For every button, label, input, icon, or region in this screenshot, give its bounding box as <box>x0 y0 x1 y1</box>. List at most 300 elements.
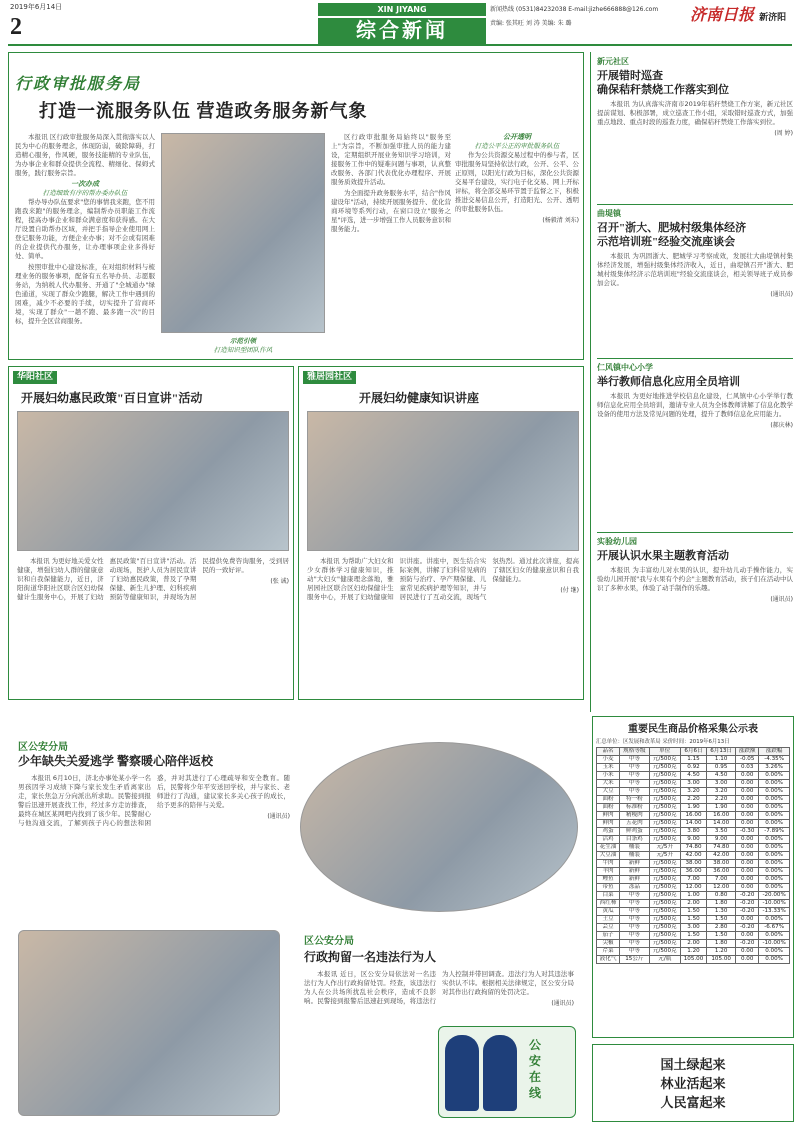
price-row <box>597 772 790 780</box>
price-cell: 尖椒 <box>597 940 620 948</box>
price-header-row <box>597 748 790 756</box>
price-cell: 1.90 <box>680 804 706 812</box>
price-cell: 面粉 <box>597 804 620 812</box>
qudi-body <box>597 252 793 334</box>
price-cell: 2.20 <box>680 796 706 804</box>
price-cell: 桶装 <box>620 844 650 852</box>
price-cell: -0.20 <box>736 892 759 900</box>
price-row <box>597 796 790 804</box>
price-cell: 1.50 <box>680 916 706 924</box>
price-cell: 1.00 <box>680 892 706 900</box>
price-cell: 1.50 <box>707 916 736 924</box>
police-officer-icon <box>445 1035 479 1111</box>
price-cell: 元/500克 <box>649 876 680 884</box>
price-cell: 冻品 <box>620 884 650 892</box>
price-cell: -13.33% <box>759 908 790 916</box>
price-cell: 1.15 <box>680 756 706 764</box>
price-cell: 0.00 <box>736 812 759 820</box>
price-cell: 鸡蛋 <box>597 828 620 836</box>
price-row <box>597 788 790 796</box>
price-cell: 花生油 <box>597 844 620 852</box>
price-header: 涨跌额 <box>736 748 759 756</box>
price-cell: -0.30 <box>736 828 759 836</box>
price-cell: 4.50 <box>680 772 706 780</box>
price-cell: 2.00 <box>680 900 706 908</box>
story-police-1 <box>8 734 584 924</box>
price-cell: 中等 <box>620 916 650 924</box>
police2-headline: 行政拘留一名违法行为人 <box>304 950 437 964</box>
price-cell: 0.00 <box>736 772 759 780</box>
lead-body-6: 作为公共资源交易过程中的参与者，区审批服务局坚持依法行政，公开、公平、公正原则，以阳光行政为目标，深化公共资源交易平台建设，实行电子化交易、网上开标评标，将全部交易环节置于监督之下，积极推进交易信息公开，打造阳光、公开、透明的审批服务队伍。 <box>455 151 579 213</box>
price-cell: 标准粉 <box>620 804 650 812</box>
renfeng-byline: (郝庆林) <box>770 422 793 429</box>
lead-body-4: 区行政审批服务局始终以"服务至上"为宗旨，不断加强审批人员的能力建设，定期组织开展业务知识学习培训，对接服务工作中的疑难问题与事项，认真整改服务、各部门代表优化办理程序、开展服务质效提升活动。 <box>331 133 451 186</box>
renfeng-tag: 仁风镇中心小学 <box>597 363 653 372</box>
price-cell: 0.00 <box>736 860 759 868</box>
price-cell: 元/500克 <box>649 868 680 876</box>
lead-body-2: 帮办导办队伍要求"您的事情我来跑，您不用跑我来跑"的服务理念，编制帮办员职能工作流程，提高办事企业和群众满意度和获得感。在大厅设置自助帮办区域，并把手指导企业使用网上登记服务功能，方便企业办事；对不会或有困难的企业提供代办服务，让办理事项企业多得好处、简单。 <box>15 198 155 260</box>
price-cell: 鲜肉 <box>597 820 620 828</box>
price-cell: 小米 <box>597 772 620 780</box>
lead-photo-caption-2: 打造知识型团队作风 <box>213 346 273 354</box>
price-cell: 4.50 <box>707 772 736 780</box>
price-row <box>597 844 790 852</box>
page-label: XIN JIYANG <box>318 3 486 16</box>
price-cell: 新鲜 <box>620 876 650 884</box>
police1-body <box>18 774 290 914</box>
price-cell: 元/500克 <box>649 772 680 780</box>
shiyan-body <box>597 566 793 686</box>
price-cell: 大豆油 <box>597 852 620 860</box>
price-cell: 0.00 <box>736 844 759 852</box>
masthead-rule <box>8 44 792 46</box>
lead-headline: 打造一流服务队伍 营造政务服务新气象 <box>39 101 368 121</box>
price-header: 规格等级 <box>620 748 650 756</box>
price-cell: 1.90 <box>707 804 736 812</box>
price-cell: -0.20 <box>736 940 759 948</box>
page-number: 2 <box>10 14 22 40</box>
price-row <box>597 852 790 860</box>
sidebar-item-qudi <box>597 204 793 354</box>
police-emblem-text: 公安在线 <box>529 1038 542 1100</box>
price-cell: 0.00 <box>736 916 759 924</box>
police1-photo <box>300 742 578 912</box>
price-cell: 0.00% <box>759 796 790 804</box>
lead-photo-caption-1: 示范引领 <box>230 337 256 345</box>
price-cell: 牛肉 <box>597 860 620 868</box>
section-title: 综合新闻 <box>318 18 486 44</box>
price-cell: -0.20 <box>736 924 759 932</box>
price-cell: 中等 <box>620 756 650 764</box>
sidebar-item-renfeng <box>597 358 793 528</box>
price-cell: 42.00 <box>707 852 736 860</box>
price-cell: 白条鸡 <box>620 836 650 844</box>
lead-col-3 <box>331 133 451 355</box>
price-cell: 元/500克 <box>649 884 680 892</box>
price-row <box>597 892 790 900</box>
price-cell: 0.00% <box>759 780 790 788</box>
lead-col-1 <box>15 133 155 355</box>
price-cell: 2.80 <box>707 924 736 932</box>
price-cell: 36.00 <box>707 868 736 876</box>
sidebar <box>590 52 794 712</box>
price-cell: 中等 <box>620 940 650 948</box>
price-cell: 元/5升 <box>649 852 680 860</box>
yajuyuan-tag: 雅居园社区 <box>303 371 356 384</box>
price-cell: 元/500克 <box>649 924 680 932</box>
price-table-box <box>592 716 794 1038</box>
lead-sub-1b: 打造细致有序的帮办委办队伍 <box>42 189 128 197</box>
price-cell: 16.00 <box>680 812 706 820</box>
price-cell: 0.80 <box>707 892 736 900</box>
price-cell: 桶装 <box>620 852 650 860</box>
price-cell: 中等 <box>620 764 650 772</box>
price-cell: -10.00% <box>759 900 790 908</box>
huayang-text: 本报讯 为更好地关爱女性健康，增强妇幼人群的健康意识和自我保健能力，近日，济阳街道华阳社区联合区妇幼保健计生服务中心，开展了妇幼惠民政策"百日宣讲"活动。活动现场，医护人员为居民宣讲了妇幼惠民政策，普及了孕期保健、新生儿护理、妇科疾病预防等健康知识，并现场为居民提供免费咨询服务，受到居民的一致好评。 <box>17 557 289 601</box>
price-cell: 中等 <box>620 900 650 908</box>
price-cell: 鲜肉 <box>597 812 620 820</box>
price-cell: 7.00 <box>680 876 706 884</box>
police1-text: 本报讯 6月10日，济北办事处某小学一名男孩因学习成绩下降与家长发生矛盾离家出走，家长焦急万分向派出所求助。民警接到报警后迅速开展查找工作，经过多方走访排查，最终在城区某网吧内找到了该少年。民警耐心与他沟通交流，了解到孩子内心的想法和困惑，并对其进行了心理疏导和安全教育。随后，民警将少年平安送回学校，并与家长、老师进行了沟通，建议家长多关心孩子的成长，给予更多的陪伴与关爱。 <box>18 774 290 827</box>
price-row <box>597 756 790 764</box>
price-cell: 1.50 <box>707 932 736 940</box>
price-cell: 黄瓜 <box>597 908 620 916</box>
price-cell: 2.00 <box>680 940 706 948</box>
price-cell: -0.20 <box>736 908 759 916</box>
price-cell: 0.00% <box>759 812 790 820</box>
police1-byline: (通讯员) <box>267 813 290 820</box>
price-cell: 液化气 <box>597 956 620 964</box>
price-cell: 9.00 <box>707 836 736 844</box>
price-cell: 中等 <box>620 908 650 916</box>
lead-body-3: 按照审批中心建设标准，在对组织材料与梳理业务的服务事项，配备有五名导办员、志愿服务站，为纳税人代办服务、开通了"全城通办"绿色通道，实现了群众少跑腿，解决工作中遇到的困难，减少不必要的手续，切实提升了营商环境，实现了群众"一趟不跑、最多跑一次"的目标，提升全区营商服务。 <box>15 263 155 325</box>
price-cell: 0.00 <box>736 884 759 892</box>
price-cell: 0.00 <box>736 836 759 844</box>
price-cell: 3.20 <box>707 788 736 796</box>
lead-kicker: 行政审批服务局 <box>15 76 142 93</box>
price-cell: 玉米 <box>597 764 620 772</box>
price-cell: 小麦 <box>597 756 620 764</box>
price-cell: 新鲜 <box>620 860 650 868</box>
price-cell: 西红柿 <box>597 900 620 908</box>
price-cell: 土豆 <box>597 916 620 924</box>
price-cell: 0.00% <box>759 804 790 812</box>
police2-photo <box>18 930 280 1116</box>
price-cell: 0.00 <box>736 868 759 876</box>
price-cell: 1.30 <box>707 908 736 916</box>
police2-tag: 区公安分局 <box>304 936 354 947</box>
price-cell: 元/500克 <box>649 908 680 916</box>
price-row <box>597 940 790 948</box>
price-cell: 元/500克 <box>649 764 680 772</box>
yajuyuan-headline: 开展妇幼健康知识讲座 <box>359 391 480 405</box>
price-row <box>597 860 790 868</box>
police-emblem <box>438 1026 576 1118</box>
price-cell: 面粉 <box>597 796 620 804</box>
price-cell: 0.00 <box>736 820 759 828</box>
price-cell: 0.00% <box>759 860 790 868</box>
price-cell: 0.95 <box>707 764 736 772</box>
price-cell: -0.05 <box>736 756 759 764</box>
price-cell: 0.00% <box>759 956 790 964</box>
price-cell: 元/500克 <box>649 756 680 764</box>
price-row <box>597 956 790 964</box>
price-cell: 0.00% <box>759 820 790 828</box>
price-cell: 42.00 <box>680 852 706 860</box>
price-cell: 74.80 <box>707 844 736 852</box>
price-cell: 0.00 <box>736 780 759 788</box>
price-row <box>597 932 790 940</box>
price-cell: 精瘦肉 <box>620 812 650 820</box>
price-cell: 0.00 <box>736 852 759 860</box>
qudi-byline: (通讯员) <box>770 291 793 298</box>
shiyan-tag: 实验幼儿园 <box>597 537 637 546</box>
price-cell: 14.00 <box>707 820 736 828</box>
price-cell: 3.00 <box>707 780 736 788</box>
price-header: 涨跌幅 <box>759 748 790 756</box>
yajuyuan-body <box>307 557 579 695</box>
price-cell: 1.80 <box>707 900 736 908</box>
price-cell: 74.80 <box>680 844 706 852</box>
price-row <box>597 812 790 820</box>
price-row <box>597 916 790 924</box>
price-cell: 元/5升 <box>649 844 680 852</box>
price-cell: 中等 <box>620 788 650 796</box>
price-cell: 3.00 <box>680 924 706 932</box>
price-cell: -4.35% <box>759 756 790 764</box>
paper-name: 济南日报 <box>690 7 755 24</box>
price-cell: 0.00% <box>759 916 790 924</box>
paper-sub: 新济阳 <box>759 13 787 23</box>
police1-tag: 区公安分局 <box>18 742 68 753</box>
price-cell: 2.20 <box>707 796 736 804</box>
price-cell: 元/500克 <box>649 900 680 908</box>
price-cell: 9.00 <box>680 836 706 844</box>
price-cell: 3.20 <box>680 788 706 796</box>
price-cell: 0.00 <box>736 956 759 964</box>
price-cell: 0.00% <box>759 788 790 796</box>
lead-photo <box>161 133 325 333</box>
price-cell: 12.00 <box>680 884 706 892</box>
price-row <box>597 884 790 892</box>
price-cell: 0.92 <box>680 764 706 772</box>
xinyuan-text: 本报讯 为认真落实济南市2019年秸秆禁烧工作方案，新元社区提前谋划、积极部署，成立巡查工作小组，采取错时巡查方式，加强重点地段、重点时段的巡查力度，确保秸秆禁烧工作落实到位。 <box>597 100 793 126</box>
price-cell: 特一粉 <box>620 796 650 804</box>
yajuyuan-byline: (付 继) <box>560 587 579 594</box>
renfeng-body <box>597 392 793 502</box>
editors: 责编: 张其旺 刘 涛 美编: 朱 璐 <box>490 20 572 27</box>
huayang-headline: 开展妇幼惠民政策"百日宣讲"活动 <box>21 391 203 405</box>
lead-sub-3: 公开透明 <box>503 133 531 141</box>
price-cell: 元/500克 <box>649 804 680 812</box>
slogan-box <box>592 1044 794 1122</box>
price-row <box>597 900 790 908</box>
lead-sub-1: 一次办成 <box>71 180 99 188</box>
price-cell: 0.00% <box>759 844 790 852</box>
xinyuan-headline: 开展错时巡查 确保秸秆禁烧工作落实到位 <box>597 70 729 96</box>
police-officer-icon-2 <box>483 1035 517 1111</box>
price-cell: 新鲜 <box>620 868 650 876</box>
price-cell: 0.00% <box>759 932 790 940</box>
lead-col-4 <box>455 133 579 355</box>
price-cell: 芹菜 <box>597 948 620 956</box>
qudi-headline: 召开"浙大、肥城村级集体经济 示范培训班"经验交流座谈会 <box>597 222 747 248</box>
police2-body <box>304 970 574 1028</box>
price-row <box>597 804 790 812</box>
price-cell: 3.50 <box>707 828 736 836</box>
lead-byline: (杨毅清 刘东) <box>542 217 579 224</box>
price-cell: 元/500克 <box>649 916 680 924</box>
price-cell: 元/500克 <box>649 892 680 900</box>
price-row <box>597 908 790 916</box>
price-cell: 3.80 <box>680 828 706 836</box>
price-cell: 中等 <box>620 772 650 780</box>
price-cell: 五花肉 <box>620 820 650 828</box>
price-header: 6月13日 <box>707 748 736 756</box>
price-header: 品名 <box>597 748 620 756</box>
qudi-text: 本报讯 为巩固浙大、肥城学习考察成效，发展壮大曲堤镇村集体经济发展，增强村级集体经济收入，近日，曲堤镇召开"浙大、肥城村级集体经济示范培训班"经验交流座谈会，相关领导班子成员参加会议。 <box>597 252 793 287</box>
price-cell: -7.89% <box>759 828 790 836</box>
price-cell: 中等 <box>620 948 650 956</box>
price-cell: 36.00 <box>680 868 706 876</box>
price-cell: 元/500克 <box>649 828 680 836</box>
price-cell: 元/500克 <box>649 812 680 820</box>
price-cell: 带鱼 <box>597 884 620 892</box>
price-cell: 元/500克 <box>649 940 680 948</box>
price-cell: -20.00% <box>759 892 790 900</box>
price-cell: 1.10 <box>707 756 736 764</box>
price-cell: 0.00 <box>736 932 759 940</box>
price-row <box>597 868 790 876</box>
price-cell: 14.00 <box>680 820 706 828</box>
huayang-photo <box>17 411 289 551</box>
price-cell: 中等 <box>620 780 650 788</box>
price-cell: 38.00 <box>680 860 706 868</box>
price-cell: 芸豆 <box>597 924 620 932</box>
price-cell: 3.00 <box>680 780 706 788</box>
price-row <box>597 924 790 932</box>
price-cell: 元/500克 <box>649 932 680 940</box>
qudi-tag: 曲堤镇 <box>597 209 621 218</box>
yajuyuan-photo <box>307 411 579 551</box>
price-cell: 元/500克 <box>649 948 680 956</box>
price-cell: 7.00 <box>707 876 736 884</box>
price-cell: 38.00 <box>707 860 736 868</box>
price-cell: -0.20 <box>736 900 759 908</box>
price-cell: 1.50 <box>680 932 706 940</box>
xinyuan-body <box>597 100 793 180</box>
sidebar-item-xinyuan <box>597 56 793 200</box>
masthead <box>0 0 800 46</box>
price-table <box>596 747 790 964</box>
police2-byline: (通讯员) <box>551 1000 574 1007</box>
price-cell: 元/500克 <box>649 836 680 844</box>
price-row <box>597 820 790 828</box>
price-cell: 元/500克 <box>649 820 680 828</box>
price-cell: 105.00 <box>707 956 736 964</box>
price-row <box>597 780 790 788</box>
lead-sub-3b: 打造公平公正的审批服务队伍 <box>474 142 560 150</box>
story-police-2 <box>8 926 584 1122</box>
price-cell: 中等 <box>620 892 650 900</box>
shiyan-headline: 开展认识水果主题教育活动 <box>597 550 729 562</box>
price-cell: 1.20 <box>707 948 736 956</box>
price-cell: 0.00 <box>736 948 759 956</box>
slogan-line: 人民富起来 <box>660 1095 726 1110</box>
price-cell: 0.00 <box>736 804 759 812</box>
price-meta: 汇总单位：区发展和改革局 采价时间：2019年6月13日 <box>596 739 730 745</box>
price-cell: 白菜 <box>597 892 620 900</box>
price-row <box>597 836 790 844</box>
lead-body-5: 为全面提升政务服务水平，结合"作风建设年"活动，持续开展服务提升、优化营商环境等系列行动，在窗口设立"服务之星"评选，进一步增强工作人员服务意识和服务能力。 <box>331 189 451 233</box>
price-cell: 鲜鸡蛋 <box>620 828 650 836</box>
price-row <box>597 876 790 884</box>
price-cell: 0.00 <box>736 876 759 884</box>
price-cell: 16.00 <box>707 812 736 820</box>
price-cell: 中等 <box>620 932 650 940</box>
story-yajuyuan <box>298 366 584 700</box>
price-cell: 105.00 <box>680 956 706 964</box>
news-hotline: 新闻热线 (0531)84232038 E-mail:jizhe666888@126.com <box>490 6 659 13</box>
price-cell: 茄子 <box>597 932 620 940</box>
price-row <box>597 828 790 836</box>
issue-date: 2019年6月14日 <box>10 3 63 11</box>
price-cell: 0.00% <box>759 852 790 860</box>
huayang-byline: (张 诚) <box>270 578 289 585</box>
price-cell: 1.80 <box>707 940 736 948</box>
price-cell: -6.67% <box>759 924 790 932</box>
price-cell: 活鸡 <box>597 836 620 844</box>
price-cell: 元/500克 <box>649 860 680 868</box>
xinyuan-byline: (周 婷) <box>774 130 793 137</box>
lead-story <box>8 52 584 360</box>
price-cell: 0.00% <box>759 884 790 892</box>
price-header: 单位 <box>649 748 680 756</box>
price-cell: 中等 <box>620 924 650 932</box>
price-row <box>597 948 790 956</box>
price-cell: 3.26% <box>759 764 790 772</box>
price-cell: 0.00% <box>759 948 790 956</box>
price-cell: -10.00% <box>759 940 790 948</box>
price-cell: 12.00 <box>707 884 736 892</box>
huayang-tag: 华阳社区 <box>13 371 57 384</box>
slogan-line: 林业活起来 <box>660 1076 726 1091</box>
price-cell: 15公斤 <box>620 956 650 964</box>
police2-text: 本报讯 近日，区公安分局依法对一名违法行为人作出行政拘留处罚。经查，该违法行为人在公共场所扰乱社会秩序，造成不良影响。民警接到报警后迅速赶到现场，将违法行为人控制并带回调查。违法行为人对其违法事实供认不讳。根据相关法律规定，区公安分局对其作出行政拘留的处罚决定。 <box>304 970 574 1005</box>
shiyan-text: 本报讯 为丰富幼儿对水果的认识，提升幼儿动手操作能力，实验幼儿园开展"我与水果有个约会"主题教育活动，孩子们在活动中认识了多种水果，体验了动手制作的乐趣。 <box>597 566 793 592</box>
price-cell: 1.20 <box>680 948 706 956</box>
price-cell: 大豆 <box>597 788 620 796</box>
price-cell: 鲤鱼 <box>597 876 620 884</box>
price-cell: 0.03 <box>736 764 759 772</box>
price-cell: 0.00% <box>759 876 790 884</box>
story-huayang <box>8 366 294 700</box>
huayang-body <box>17 557 289 695</box>
price-cell: 大米 <box>597 780 620 788</box>
xinyuan-tag: 新元社区 <box>597 57 629 66</box>
price-title: 重要民生商品价格采集公示表 <box>628 724 758 735</box>
police1-headline: 少年缺失关爱逃学 警察暖心陪伴返校 <box>18 754 214 768</box>
lead-body-1: 本报讯 区行政审批服务局深入贯彻落实以人民为中心的服务理念，体现防弱，破除障碍，打造精心服务，作风硬，服务技能精的专业队伍，为办事企业和群众提供全流程、精细化、保姆式服务，践行服务宗旨。 <box>15 133 155 177</box>
price-cell: 0.00 <box>736 796 759 804</box>
price-cell: 元/500克 <box>649 780 680 788</box>
price-cell: 0.00 <box>736 788 759 796</box>
price-header: 6月6日 <box>680 748 706 756</box>
renfeng-headline: 举行教师信息化应用全员培训 <box>597 376 740 388</box>
price-cell: 1.50 <box>680 908 706 916</box>
price-cell: 元/500克 <box>649 788 680 796</box>
slogan-line: 国土绿起来 <box>660 1057 726 1072</box>
